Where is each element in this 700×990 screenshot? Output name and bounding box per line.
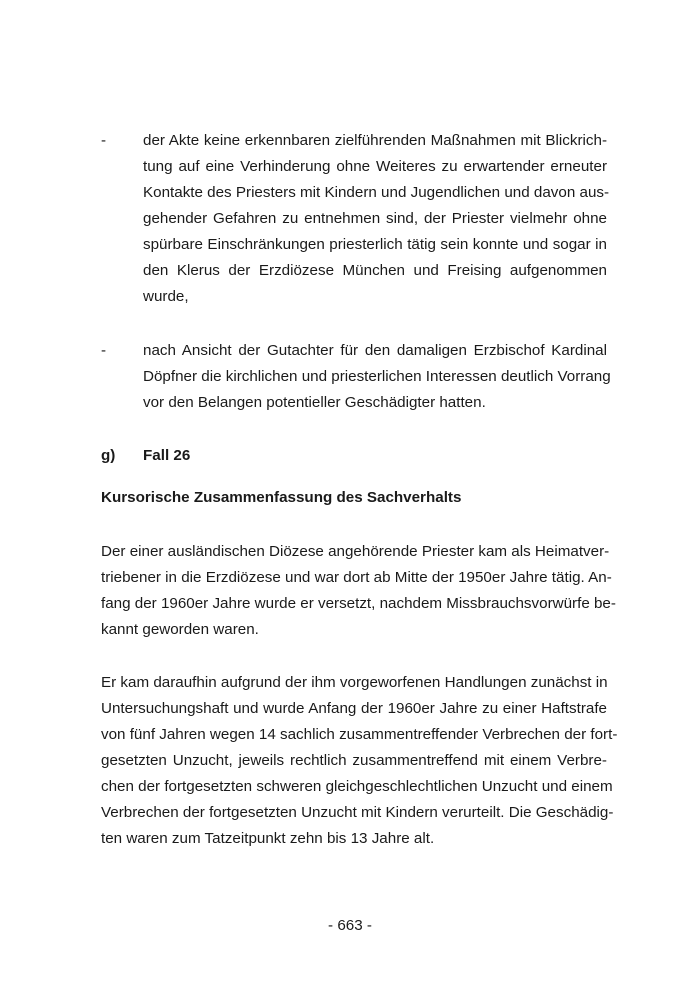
text-line: gesetzten Unzucht, jeweils rechtlich zusammentreffend mit einem Verbre- xyxy=(101,752,607,769)
page-number: - 663 - xyxy=(328,917,372,934)
subheading: Kursorische Zusammenfassung des Sachverhalts xyxy=(101,489,462,506)
text-line: vor den Belangen potentieller Geschädigter hatten. xyxy=(143,394,486,411)
text-line: chen der fortgesetzten schweren gleichgeschlechtlichen Unzucht und einem xyxy=(101,778,613,795)
text-line: tung auf eine Verhinderung ohne Weiteres zu erwartender erneuter xyxy=(143,158,607,175)
text-line: den Klerus der Erzdiözese München und Freising aufgenommen xyxy=(143,262,607,279)
text-line: Kontakte des Priesters mit Kindern und Jugendlichen und davon aus- xyxy=(143,184,610,201)
text-line: der Akte keine erkennbaren zielführenden Maßnahmen mit Blickrich- xyxy=(143,132,607,149)
text-line: Döpfner die kirchlichen und priesterlichen Interessen deutlich Vorrang xyxy=(143,368,611,385)
text-line: Verbrechen der fortgesetzten Unzucht mit Kindern verurteilt. Die Geschädig- xyxy=(101,804,614,821)
section-title: Fall 26 xyxy=(143,447,191,464)
text-line: kannt geworden waren. xyxy=(101,621,259,638)
text-line: nach Ansicht der Gutachter für den damaligen Erzbischof Kardinal xyxy=(143,342,607,359)
text-line: von fünf Jahren wegen 14 sachlich zusammentreffender Verbrechen der fort- xyxy=(101,726,618,743)
text-line: spürbare Einschränkungen priesterlich tätig sein konnte und sogar in xyxy=(143,236,607,253)
text-line: Er kam daraufhin aufgrund der ihm vorgeworfenen Handlungen zunächst in xyxy=(101,674,608,691)
bullet-dash: - xyxy=(101,342,107,359)
text-line: fang der 1960er Jahre wurde er versetzt, nachdem Missbrauchsvorwürfe be- xyxy=(101,595,616,612)
section-label: g) xyxy=(101,447,116,464)
text-line: Untersuchungshaft und wurde Anfang der 1960er Jahre zu einer Haftstrafe xyxy=(101,700,607,717)
bullet-dash: - xyxy=(101,132,107,149)
text-line: triebener in die Erzdiözese und war dort ab Mitte der 1950er Jahre tätig. An- xyxy=(101,569,612,586)
text-line: Der einer ausländischen Diözese angehörende Priester kam als Heimatver- xyxy=(101,543,610,560)
text-line: gehender Gefahren zu entnehmen sind, der Priester vielmehr ohne xyxy=(143,210,607,227)
text-line: wurde, xyxy=(143,288,189,305)
text-line: ten waren zum Tatzeitpunkt zehn bis 13 Jahre alt. xyxy=(101,830,435,847)
